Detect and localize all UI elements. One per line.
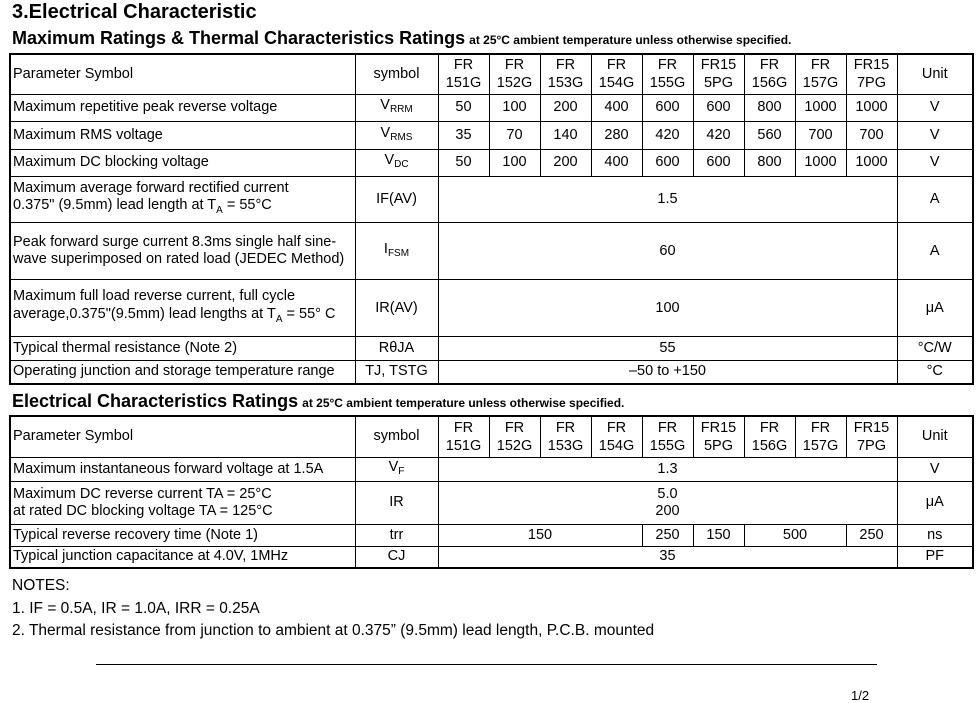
part-line-1: FR [810,57,831,74]
symbol-cell [355,149,438,177]
value-cell: 600 [642,94,693,122]
symbol-cell [355,122,438,150]
part-line-2: 5PG [703,75,733,92]
param-line-1: Maximum average forward rectified current [13,180,289,197]
value-cell: 50 [438,149,489,177]
unit-cell: V [897,94,973,122]
header-part-6 [744,416,795,457]
header-part-2 [540,54,591,94]
value-cell: 1000 [846,149,897,177]
header-part-8 [846,416,897,457]
unit-cell: V [897,457,973,481]
section-title: 3.Electrical Characteristic [12,1,257,23]
header-part-8 [846,54,897,94]
part-line-1: FR15 [853,419,890,436]
thermal-row [10,337,973,361]
symbol-subscript: RRM [389,104,413,116]
trr-row [10,524,973,546]
elec-heading-text: Electrical Characteristics Ratings [12,391,299,411]
avg-current-row [10,177,973,223]
value-cell: 1.3 [438,457,897,481]
part-line-2: 152G [496,75,533,92]
full-load-row [10,280,973,337]
part-line-2: 151G [445,75,482,92]
part-line-1: FR15 [700,57,737,74]
value-cell: 700 [795,122,846,150]
value-cell: 200 [540,149,591,177]
symbol-cell: IR [355,481,438,524]
symbol-cell: IF(AV) [355,177,438,223]
value-cell [438,481,897,524]
symbol-text: V [380,124,391,141]
part-line-1: FR [657,57,678,74]
value-cell: 420 [642,122,693,150]
header-param: Parameter Symbol [10,54,355,94]
elec-heading-note: at 25°C ambient temperature unless otherwise specified. [302,396,625,410]
unit-cell: A [897,177,973,223]
symbol-cell [355,223,438,280]
value-cell: 250 [642,524,693,546]
param-cell [10,481,355,524]
header-symbol: symbol [355,416,438,457]
value-cell: 35 [438,546,897,568]
header-part-1 [489,54,540,94]
header-row [10,54,973,94]
value-cell: 200 [540,94,591,122]
vf-row [10,457,973,481]
header-part-6 [744,54,795,94]
value-cell: 150 [693,524,744,546]
temp-row [10,360,973,384]
param-cell: Typical junction capacitance at 4.0V, 1MHz [10,546,355,568]
param-cell: Operating junction and storage temperature range [10,360,355,384]
part-line-1: FR [810,419,831,436]
max-ratings-heading [12,28,791,49]
value-cell: 800 [744,149,795,177]
part-line-1: FR [453,57,474,74]
param-cell [10,177,355,223]
voltage-row [10,122,973,150]
value-cell: 600 [693,94,744,122]
value-cell: 700 [846,122,897,150]
param-line-2: at rated DC blocking voltage TA = 125°C [13,502,273,519]
part-line-2: 155G [649,437,686,454]
voltage-row [10,94,973,122]
value-cell: 35 [438,122,489,150]
header-part-4 [642,416,693,457]
header-symbol: symbol [355,54,438,94]
symbol-subscript: F [398,465,405,477]
footer-rule [96,664,877,665]
unit-cell: V [897,122,973,150]
header-part-7 [795,54,846,94]
unit-cell: °C/W [897,337,973,361]
unit-cell: °C [897,360,973,384]
value-cell: 600 [642,149,693,177]
part-line-1: FR [657,419,678,436]
part-line-2: 156G [751,75,788,92]
ir-row [10,481,973,524]
value-cell: 60 [438,223,897,280]
header-part-2 [540,416,591,457]
part-line-1: FR [504,57,525,74]
elec-heading [12,391,624,412]
param-subscript: A [216,204,223,216]
value-cell: 1000 [795,94,846,122]
max-ratings-table [9,53,974,385]
param-text: Maximum full load reverse current, full cycle average,0.375"(9.5mm) lead lengths at T [13,288,296,323]
param-text: = 55° C [282,306,336,323]
value-cell: 1000 [795,149,846,177]
param-cell: Maximum DC blocking voltage [10,149,355,177]
part-line-1: FR [555,419,576,436]
param-cell: Maximum repetitive peak reverse voltage [10,94,355,122]
part-line-1: FR [453,419,474,436]
part-line-1: FR [606,419,627,436]
symbol-cell: IR(AV) [355,280,438,337]
symbol-text: V [388,458,399,475]
part-line-2: 153G [547,75,584,92]
unit-cell: A [897,223,973,280]
unit-cell: μA [897,481,973,524]
value-cell: 140 [540,122,591,150]
voltage-row [10,149,973,177]
param-cell: Typical thermal resistance (Note 2) [10,337,355,361]
symbol-cell [355,94,438,122]
value-cell: 400 [591,149,642,177]
cj-row [10,546,973,568]
value-cell: 55 [438,337,897,361]
value-cell: 250 [846,524,897,546]
value-line-1: 5.0 [657,485,678,502]
value-cell: 800 [744,94,795,122]
value-cell: 560 [744,122,795,150]
param-subscript: A [275,313,283,325]
param-cell: Peak forward surge current 8.3ms single half sine-wave superimposed on rated load (JEDEC Method) [10,223,355,280]
notes [12,575,654,643]
header-param: Parameter Symbol [10,416,355,457]
part-line-2: 155G [649,75,686,92]
part-line-2: 157G [802,75,839,92]
param-line-2 [13,197,353,219]
header-unit: Unit [897,416,973,457]
unit-cell: V [897,149,973,177]
header-part-5 [693,54,744,94]
value-cell: 500 [744,524,846,546]
part-line-2: 157G [802,437,839,454]
value-cell: 100 [489,149,540,177]
part-line-2: 151G [445,437,482,454]
value-cell: 150 [438,524,642,546]
unit-cell: μA [897,280,973,337]
value-cell: 420 [693,122,744,150]
value-cell: 100 [438,280,897,337]
param-cell: Maximum instantaneous forward voltage at 1.5A [10,457,355,481]
part-line-2: 156G [751,437,788,454]
part-line-2: 5PG [703,437,733,454]
part-line-2: 154G [598,437,635,454]
symbol-cell: TJ, TSTG [355,360,438,384]
value-cell: 1.5 [438,177,897,223]
param-text: 0.375" (9.5mm) lead length at T [13,197,217,214]
surge-row [10,223,973,280]
value-cell: 50 [438,94,489,122]
symbol-cell [355,457,438,481]
header-part-1 [489,416,540,457]
header-part-3 [591,416,642,457]
header-part-0 [438,54,489,94]
symbol-cell: CJ [355,546,438,568]
value-cell: 400 [591,94,642,122]
page-number: 1/2 [851,688,870,703]
part-line-2: 153G [547,437,584,454]
header-part-4 [642,54,693,94]
part-line-2: 7PG [856,75,886,92]
param-cell [10,280,355,337]
param-cell: Typical reverse recovery time (Note 1) [10,524,355,546]
note-1: 1. IF = 0.5A, IR = 1.0A, IRR = 0.25A [12,599,260,617]
part-line-1: FR [759,419,780,436]
part-line-1: FR [759,57,780,74]
part-line-2: 7PG [856,437,886,454]
part-line-1: FR15 [700,419,737,436]
header-part-0 [438,416,489,457]
max-ratings-heading-note: at 25°C ambient temperature unless otherwise specified. [469,33,792,47]
param-text: = 55°C [222,197,272,214]
header-part-5 [693,416,744,457]
notes-title: NOTES: [12,577,70,594]
header-part-3 [591,54,642,94]
part-line-1: FR15 [853,57,890,74]
header-unit: Unit [897,54,973,94]
max-ratings-heading-text: Maximum Ratings & Thermal Characteristics Ratings [12,28,466,48]
value-cell: 100 [489,94,540,122]
part-line-2: 154G [598,75,635,92]
symbol-text: I [383,240,388,257]
value-cell: 600 [693,149,744,177]
value-cell: –50 to +150 [438,360,897,384]
param-cell: Maximum RMS voltage [10,122,355,150]
note-2: 2. Thermal resistance from junction to ambient at 0.375” (9.5mm) lead length, P.C.B. mounted [12,622,655,639]
symbol-text: V [384,152,395,169]
elec-table [9,415,974,569]
symbol-subscript: DC [394,159,409,171]
param-line-1: Maximum DC reverse current TA = 25°C [13,485,272,502]
header-part-7 [795,416,846,457]
unit-cell: PF [897,546,973,568]
value-cell: 280 [591,122,642,150]
symbol-subscript: RMS [390,131,413,143]
symbol-cell: trr [355,524,438,546]
part-line-1: FR [606,57,627,74]
part-line-1: FR [555,57,576,74]
value-cell: 70 [489,122,540,150]
value-line-2: 200 [655,502,680,519]
symbol-text: V [380,97,390,114]
part-line-1: FR [504,419,525,436]
part-line-2: 152G [496,437,533,454]
unit-cell: ns [897,524,973,546]
header-row [10,416,973,457]
symbol-subscript: FSM [387,247,410,259]
symbol-cell: RθJA [355,337,438,361]
value-cell: 1000 [846,94,897,122]
